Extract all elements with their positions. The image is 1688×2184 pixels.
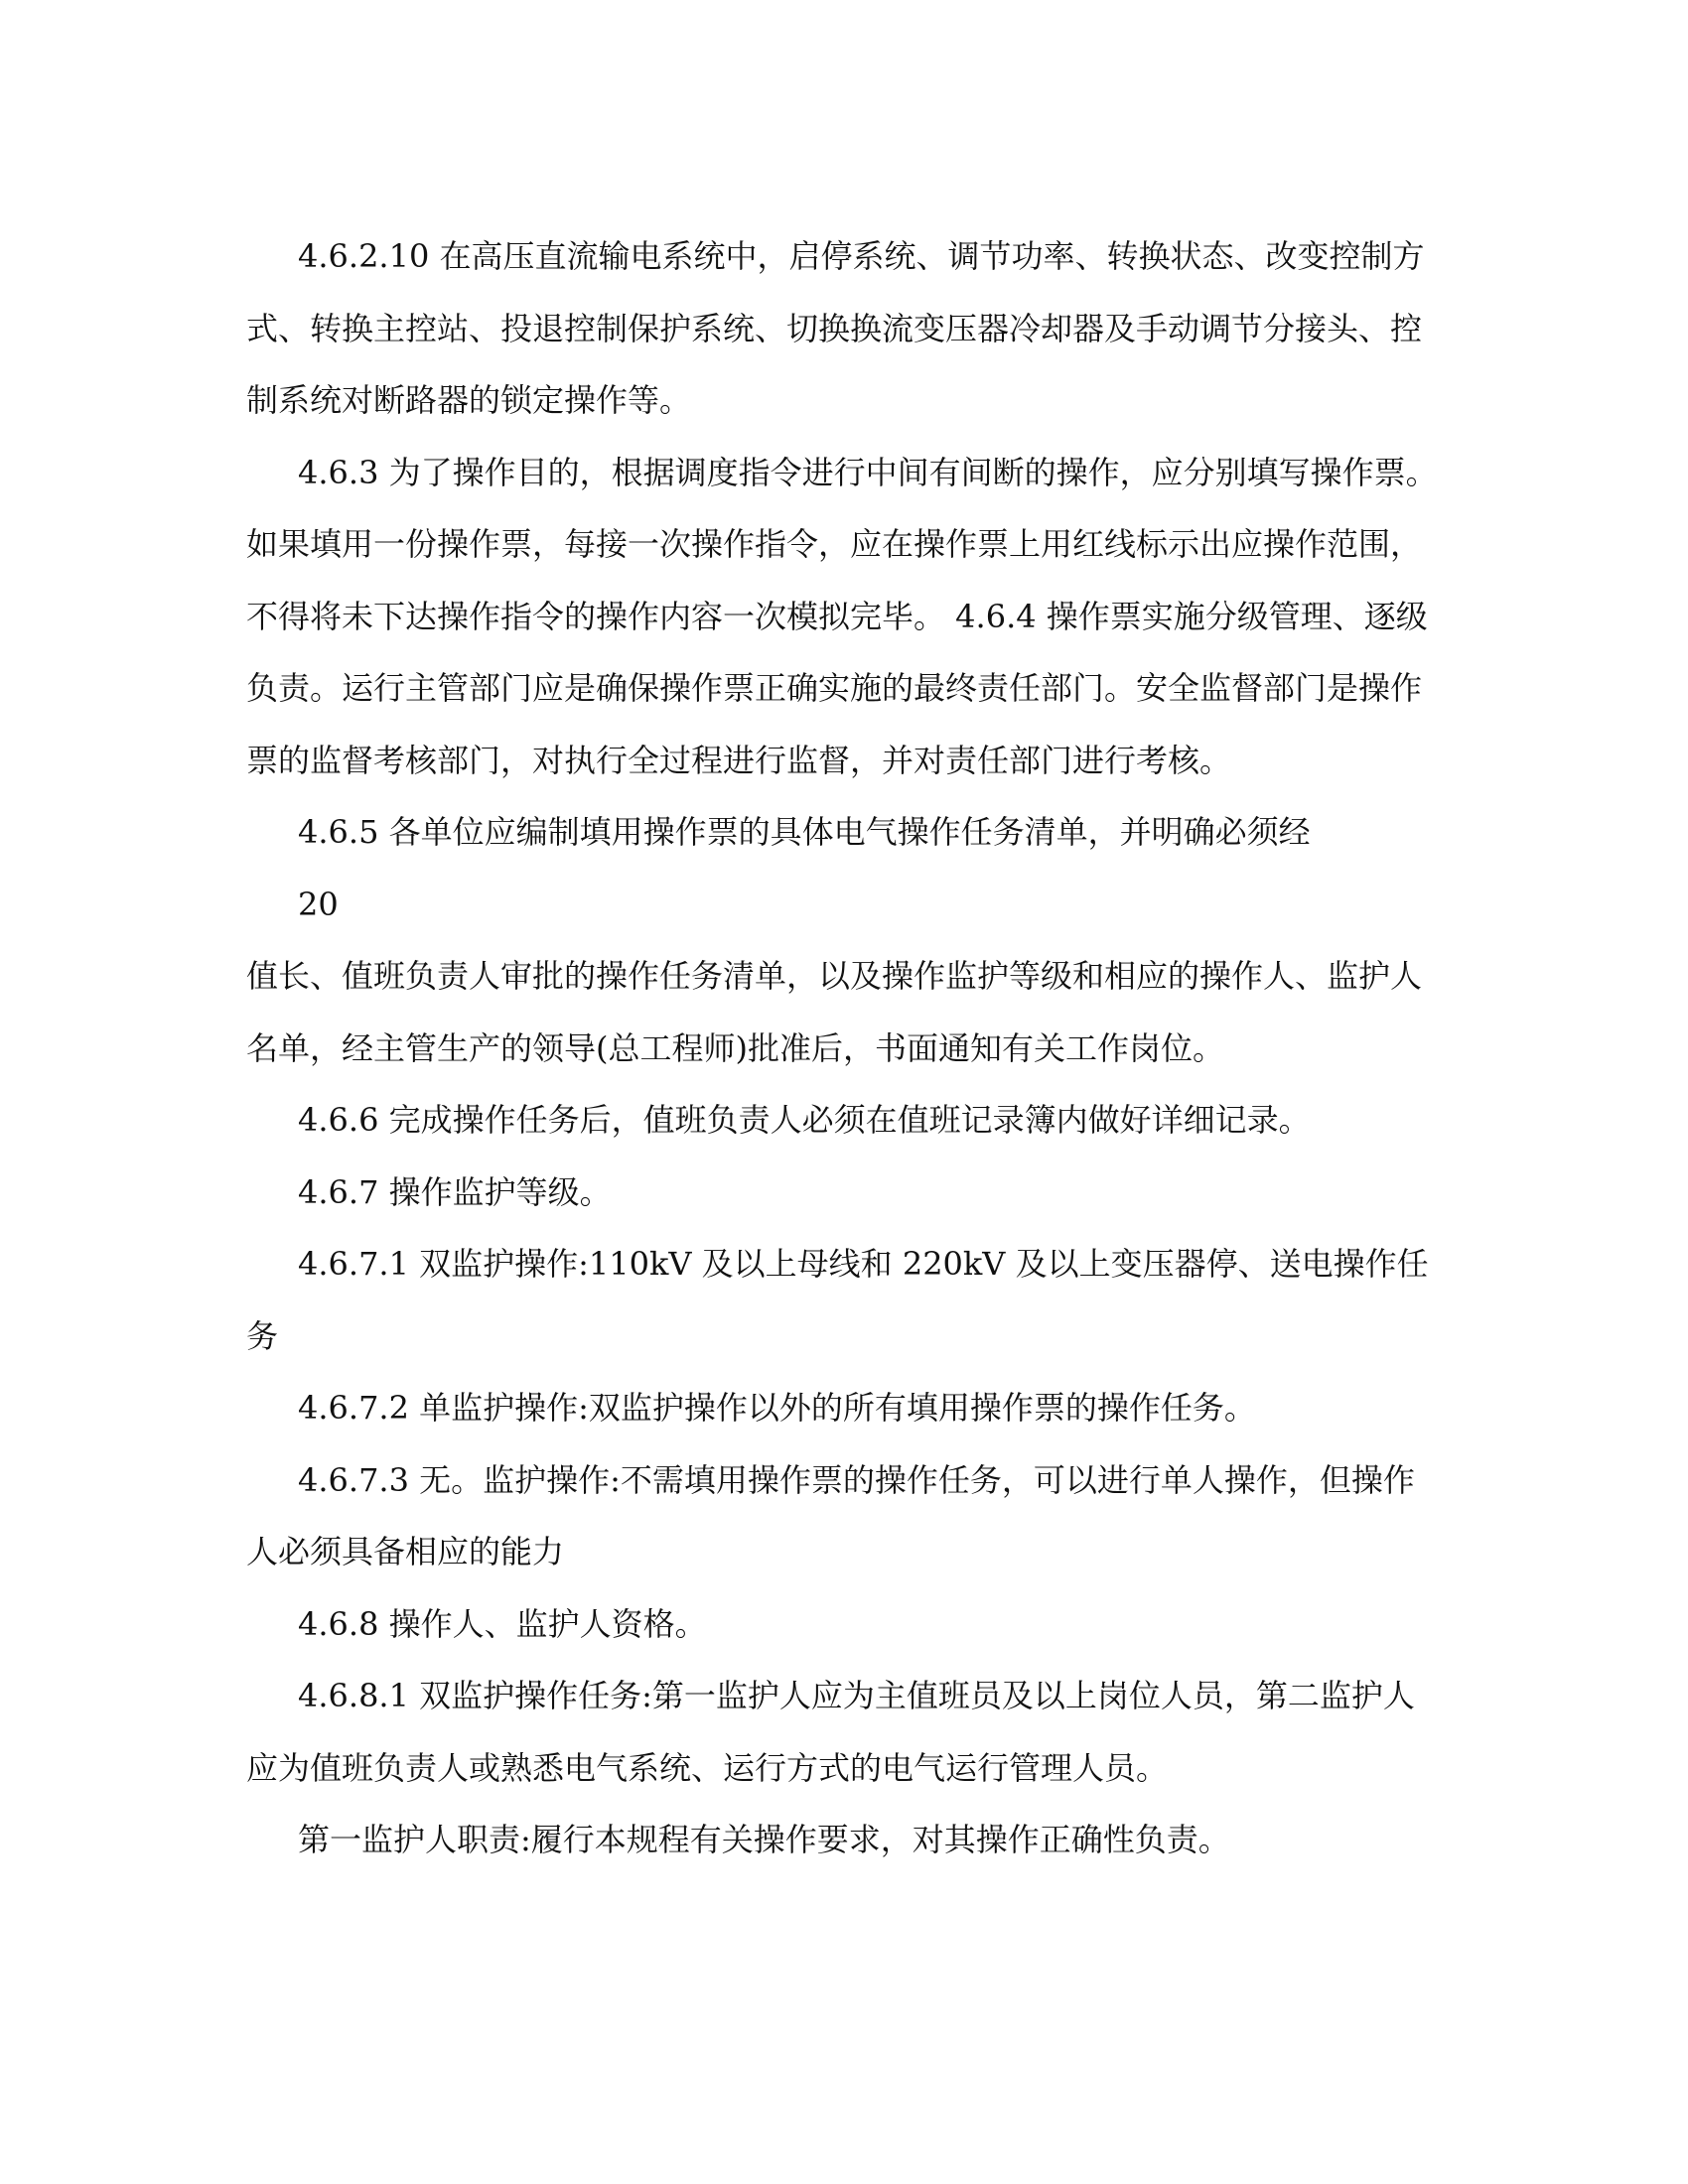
paragraph-4-6-7-2: 4.6.7.2 单监护操作:双监护操作以外的所有填用操作票的操作任务。 bbox=[298, 1389, 1256, 1427]
page-number: 20 bbox=[298, 885, 339, 923]
paragraph-4-6-7-1: 4.6.7.1 双监护操作:110kV 及以上母线和 220kV 及以上变压器停、送电操作任务 bbox=[246, 1245, 1429, 1355]
paragraph-4-6-2-10: 4.6.2.10 在高压直流输电系统中，启停系统、调节功率、转换状态、改变控制方式、转换主控站、投退控制保护系统、切换换流变压器冷却器及手动调节分接头、控制系统对断路器的锁定操作等。 bbox=[246, 237, 1425, 419]
paragraph-4-6-3: 4.6.3 为了操作目的，根据调度指令进行中间有间断的操作，应分别填写操作票。如果填用一份操作票，每接一次操作指令，应在操作票上用红线标示出应操作范围，不得将未下达操作指令的操作内容一次模拟完毕。 4.6.4 操作票实施分级管理、逐级负责。运行主管部门应是确保操作票正确实施的最终责任部门。安全监督部门是操作票的监督考核部门，对执行全过程进行监督，并对责任部门进行考核。 bbox=[246, 453, 1438, 779]
paragraph-first-supervisor-duty: 第一监护人职责:履行本规程有关操作要求，对其操作正确性负责。 bbox=[298, 1821, 1230, 1858]
paragraph-4-6-8-1: 4.6.8.1 双监护操作任务:第一监护人应为主值班员及以上岗位人员，第二监护人应为值班负责人或熟悉电气系统、运行方式的电气运行管理人员。 bbox=[246, 1677, 1415, 1787]
paragraph-4-6-8: 4.6.8 操作人、监护人资格。 bbox=[298, 1604, 707, 1643]
paragraph-4-6-6: 4.6.6 完成操作任务后，值班负责人必须在值班记录簿内做好详细记录。 bbox=[298, 1101, 1311, 1139]
paragraph-continuation: 值长、值班负责人审批的操作任务清单，以及操作监护等级和相应的操作人、监护人名单，经主管生产的领导(总工程师)批准后，书面通知有关工作岗位。 bbox=[246, 957, 1423, 1067]
paragraph-4-6-7-3: 4.6.7.3 无。监护操作:不需填用操作票的操作任务，可以进行单人操作，但操作人必须具备相应的能力 bbox=[246, 1460, 1415, 1570]
paragraph-4-6-7: 4.6.7 操作监护等级。 bbox=[298, 1172, 612, 1211]
document-body bbox=[246, 220, 1438, 1876]
paragraph-4-6-5: 4.6.5 各单位应编制填用操作票的具体电气操作任务清单，并明确必须经 bbox=[298, 813, 1311, 851]
